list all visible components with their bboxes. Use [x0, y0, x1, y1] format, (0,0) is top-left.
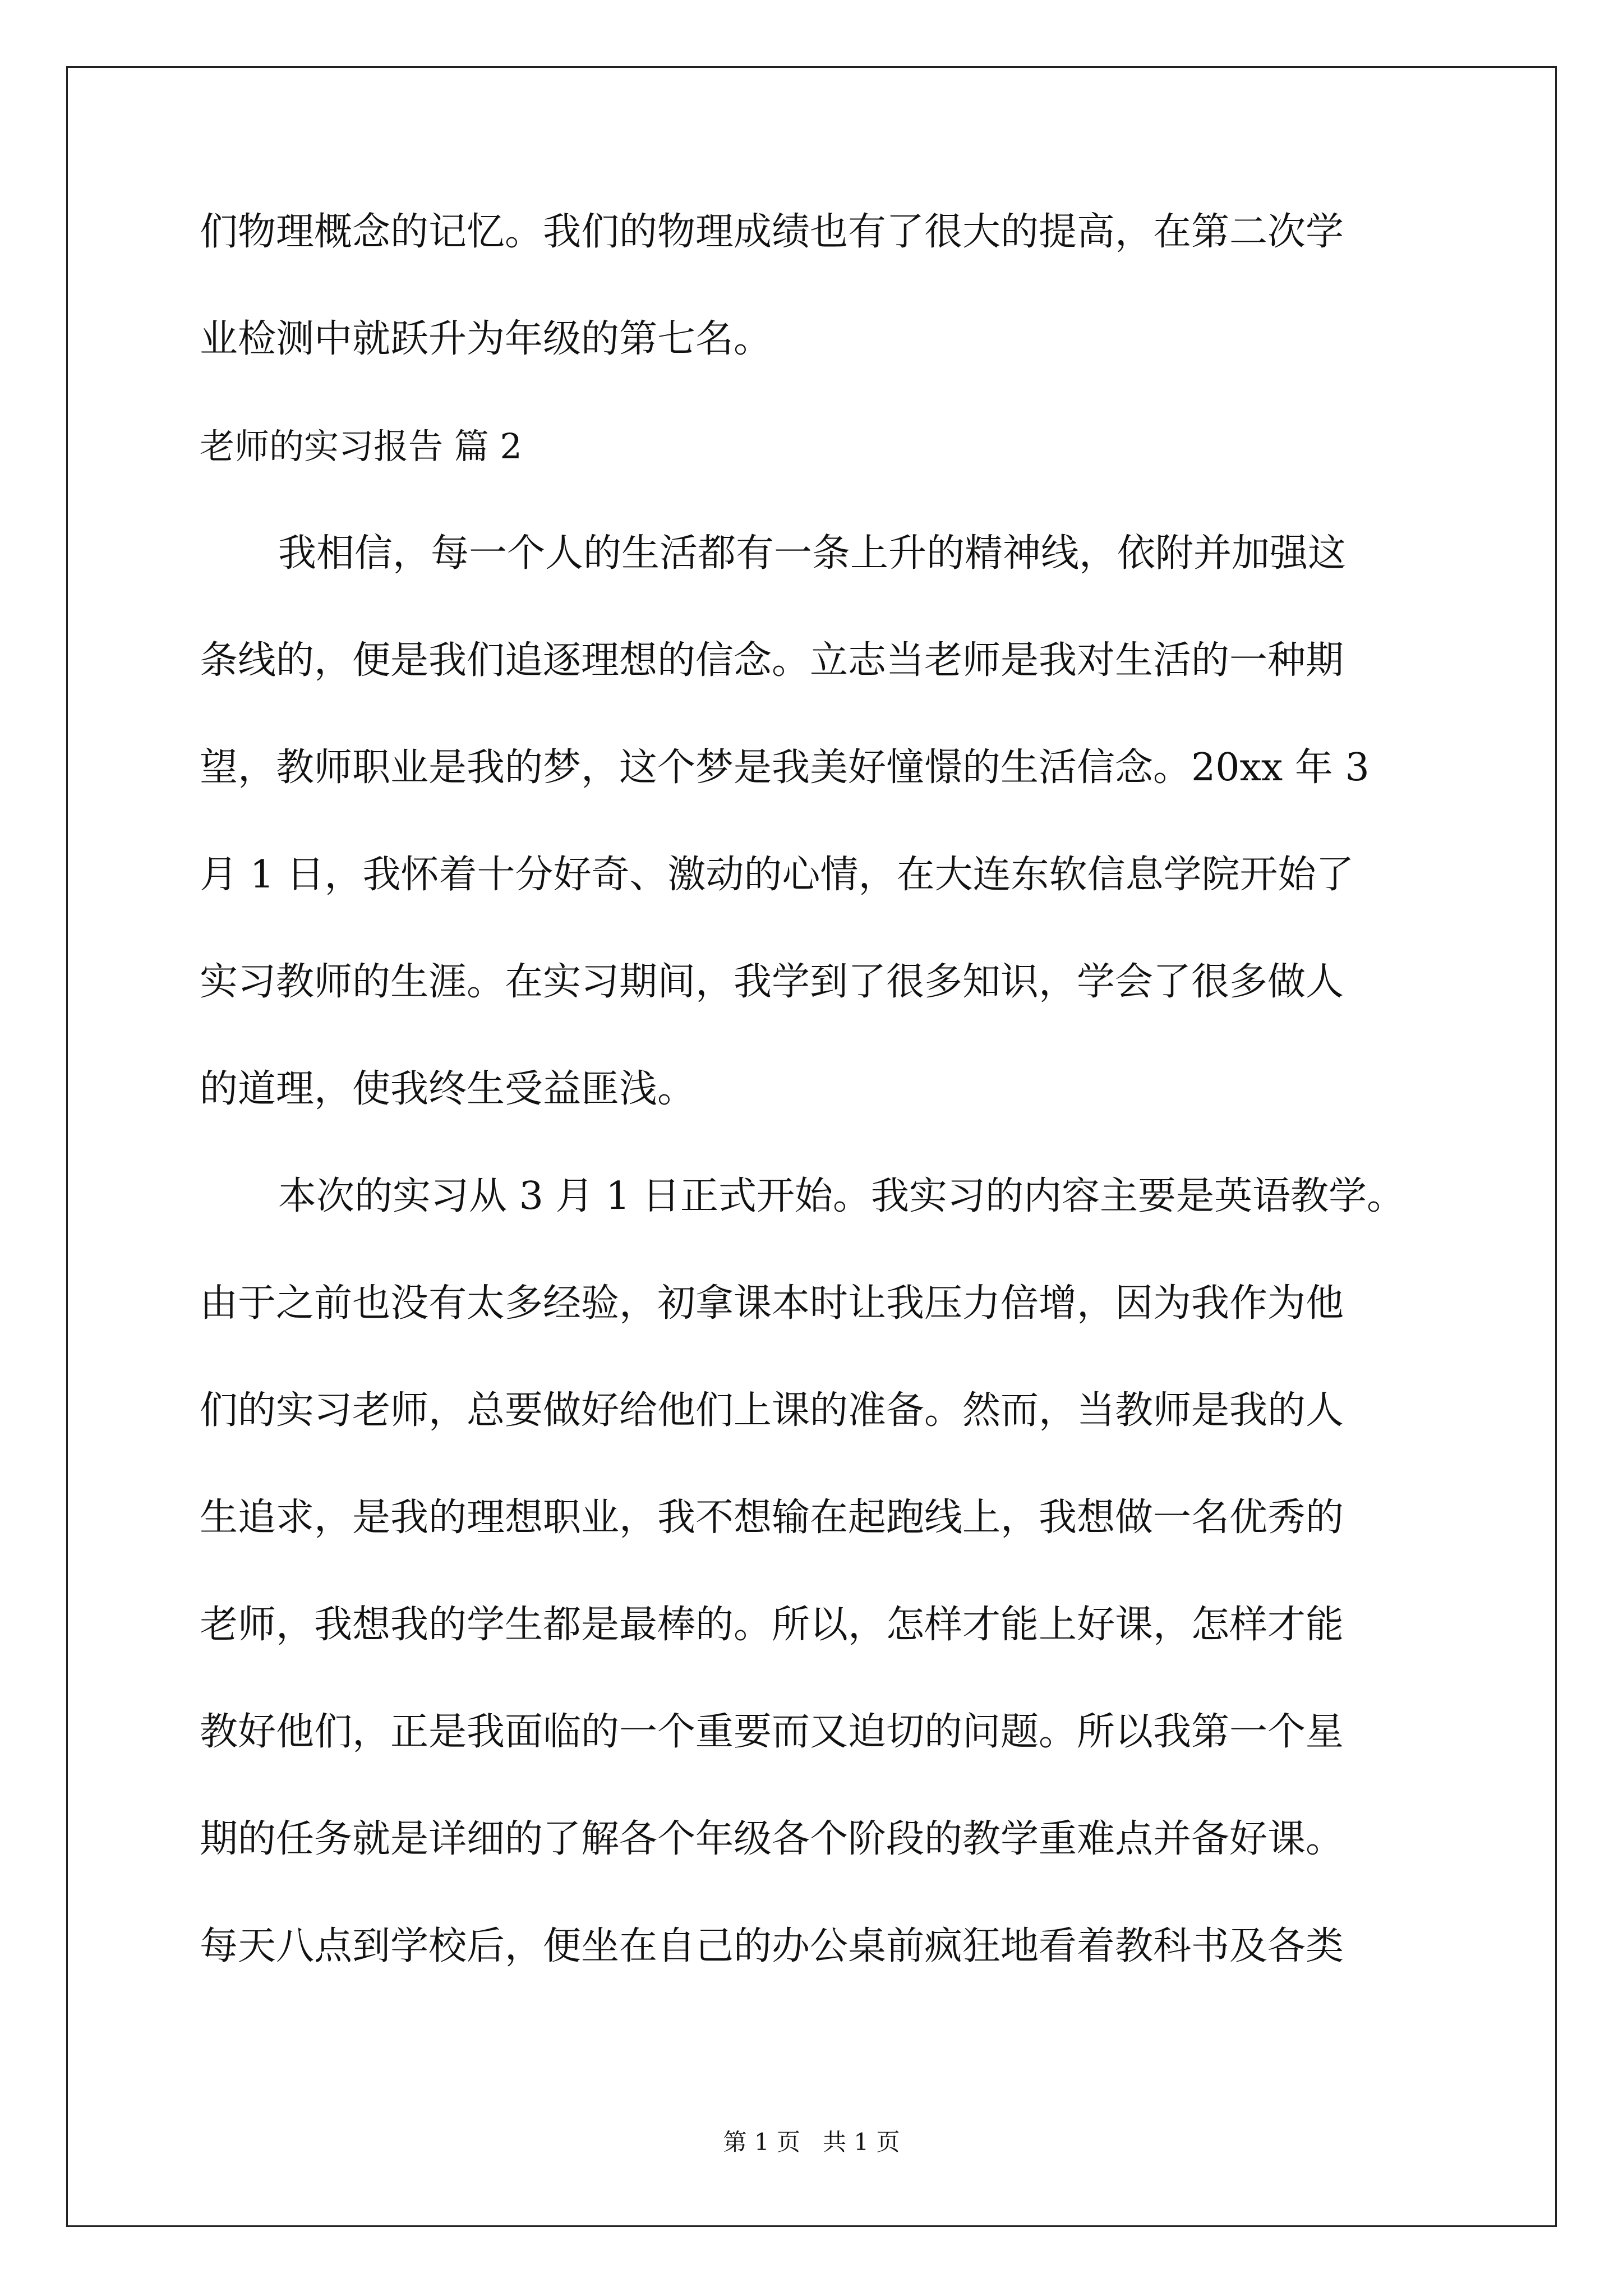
- text-line: 们物理概念的记忆。我们的物理成绩也有了很大的提高，在第二次学: [200, 210, 1344, 254]
- page-footer: 第 1 页 共 1 页: [723, 2128, 900, 2156]
- text-line: 老师，我想我的学生都是最棒的。所以，怎样才能上好课，怎样才能: [200, 1603, 1344, 1647]
- document-body: [200, 210, 1428, 1968]
- text-line: 们的实习老师，总要做好给他们上课的准备。然而，当教师是我的人: [200, 1388, 1344, 1433]
- text-line: 期的任务就是详细的了解各个年级各个阶段的教学重难点并备好课。: [200, 1817, 1344, 1861]
- paragraph-first-line: 本次的实习从 3 月 1 日正式开始。我实习的内容主要是英语教学。: [278, 1174, 1405, 1218]
- text-line: 教好他们，正是我面临的一个重要而又迫切的问题。所以我第一个星: [200, 1710, 1344, 1754]
- text-line: 生追求，是我的理想职业，我不想输在起跑线上，我想做一名优秀的: [200, 1496, 1344, 1540]
- text-line: 每天八点到学校后，便坐在自己的办公桌前疯狂地看着教科书及各类: [200, 1924, 1344, 1968]
- text-line: 的道理，使我终生受益匪浅。: [200, 1067, 696, 1111]
- paragraph-first-line: 我相信，每一个人的生活都有一条上升的精神线，依附并加强这: [278, 531, 1347, 576]
- text-line: 望，教师职业是我的梦，这个梦是我美好憧憬的生活信念。20xx 年 3: [200, 746, 1370, 790]
- text-line: 实习教师的生涯。在实习期间，我学到了很多知识，学会了很多做人: [200, 960, 1344, 1004]
- text-line: 条线的，便是我们追逐理想的信念。立志当老师是我对生活的一种期: [200, 638, 1344, 683]
- text-line: 业检测中就跃升为年级的第七名。: [200, 317, 772, 361]
- text-line: 月 1 日，我怀着十分好奇、激动的心情，在大连东软信息学院开始了: [200, 853, 1354, 897]
- section-heading: 老师的实习报告 篇 2: [200, 426, 522, 467]
- text-line: 由于之前也没有太多经验，初拿课本时让我压力倍增，因为我作为他: [200, 1281, 1344, 1326]
